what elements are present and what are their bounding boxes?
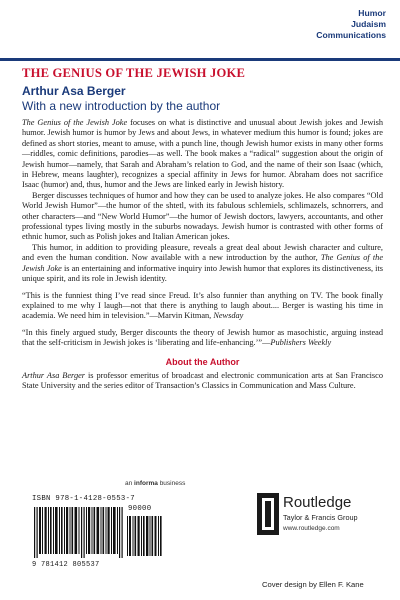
publisher-name: Routledge bbox=[283, 494, 352, 511]
about-author-bio: is professor emeritus of broadcast and electronic communication arts at San Francisco State University and the series editor of Transaction’s Classics in Communication and Mass Culture. bbox=[22, 370, 383, 390]
barcode-digits: 9 781412 805537 bbox=[32, 561, 100, 569]
category-list bbox=[316, 8, 386, 41]
quote-2-source: Publishers Weekly bbox=[270, 338, 332, 348]
paragraph-3-text-before: This humor, in addition to providing pleasure, reveals a great deal about Jewish character and culture, and even the human condition. Now available with a new introduction by the author, bbox=[22, 242, 383, 263]
publisher-group: Taylor & Francis Group bbox=[283, 513, 358, 522]
description-paragraph-3 bbox=[22, 243, 383, 285]
quote-1-text: “This is the funniest thing I’ve read since Freud. It’s also funnier than anything on TV. The book finally explained to me why I laugh—not that there is anything to laugh about.... Berger is wasting his time in academia. We need him in television.”—Marvin Kitman, bbox=[22, 290, 383, 321]
review-quote-2 bbox=[22, 328, 383, 349]
routledge-emblem-icon bbox=[256, 492, 280, 536]
intro-note: With a new introduction by the author bbox=[22, 99, 221, 113]
price-code: 90000 bbox=[128, 505, 152, 513]
about-author-name: Arthur Asa Berger bbox=[22, 370, 86, 380]
book-title-italic: The Genius of the Jewish Joke bbox=[22, 118, 128, 127]
barcode-graphic bbox=[30, 504, 168, 564]
review-quote-1 bbox=[22, 291, 383, 322]
informa-prefix: an bbox=[125, 480, 135, 487]
publisher-url: www.routledge.com bbox=[283, 525, 340, 532]
informa-business-label bbox=[125, 480, 185, 487]
quote-2-text: “In this finely argued study, Berger discounts the theory of Jewish humor as masochistic, arguing instead that the self-criticism in Jewish jokes is ‘liberating and life-enhancing.’”— bbox=[22, 327, 383, 348]
informa-brand: informa bbox=[134, 480, 158, 487]
about-author-heading: About the Author bbox=[165, 356, 240, 367]
description-paragraph-2: Berger discusses techniques of humor and how they can be used to analyze jokes. He also compares “Old World Jewish Humor”—the humor of the shtetl, with its fabulous schlemiels, schlimazels, schnorrers, and other characters—and “New World Humor”—the humor of Jewish doctors, lawyers, accountants, and other professional types living mostly in the suburbs nowadays. Jewish humor is contrasted with other forms of ethnic humor, such as Polish jokes and Italian American jokes. bbox=[22, 190, 383, 242]
category-humor: Humor bbox=[358, 8, 386, 18]
about-author-text bbox=[22, 371, 383, 392]
routledge-logo bbox=[256, 492, 366, 542]
divider-rule bbox=[0, 58, 400, 61]
isbn-number: ISBN 978-1-4128-0553-7 bbox=[32, 495, 135, 503]
quote-1-source: Newsday bbox=[213, 311, 244, 321]
book-title: THE GENIUS OF THE JEWISH JOKE bbox=[22, 66, 246, 80]
cover-design-credit: Cover design by Ellen F. Kane bbox=[262, 580, 364, 589]
paragraph-3-text-after: is an entertaining and informative inquiry into Jewish humor that explores its distinctiveness, its unique spirit, and its role in Jewish identity. bbox=[22, 263, 383, 284]
category-judaism: Judaism bbox=[351, 19, 386, 29]
informa-suffix: business bbox=[157, 480, 186, 487]
book-author: Arthur Asa Berger bbox=[22, 84, 126, 98]
back-cover-content bbox=[22, 66, 383, 391]
paragraph-1-text: focuses on what is distinctive and unusual about Jewish jokes and Jewish humor. Jewish humor is humor by Jews and about Jews, in whatever medium this humor is found; jokes are defined as short stories, meant to amuse, with a punch line, though Jewish humor exists in many other forms—riddles, comic definitions, parodies—as well. The book makes a “radical” suggestion about the origin of Jewish humor—namely, that Sarah and Abraham’s relation to God, and the name of their son Isaac (which, in Hebrew, means laughter), recognizes a special affinity in Jews for humor. Abraham does not sacrifice Isaac (humor) and, thus, humor and the Jews are linked early in Jewish history. bbox=[22, 118, 383, 190]
category-communications: Communications bbox=[316, 30, 386, 40]
paragraph-3-title-italic: The Genius of the Jewish Joke bbox=[22, 253, 384, 273]
isbn-barcode bbox=[30, 495, 168, 571]
description-paragraph-1 bbox=[22, 118, 383, 191]
